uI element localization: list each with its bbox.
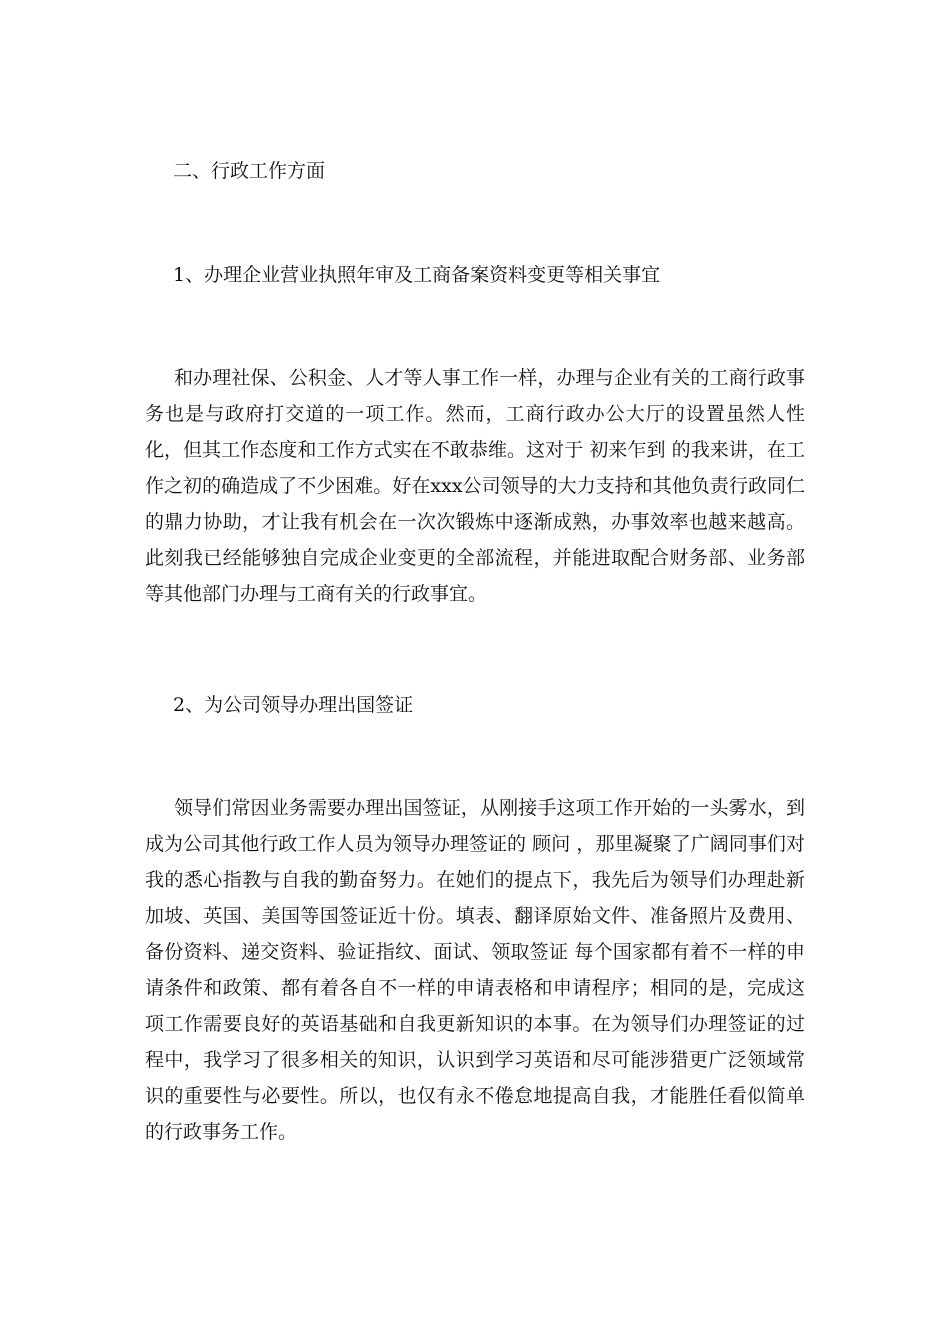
section-heading: 二、行政工作方面 <box>173 160 326 182</box>
item2-paragraph: 领导们常因业务需要办理出国签证，从刚接手这项工作开始的一头雾水，到成为公司其他行政工作人员为领导办理签证的 顾问 ，那里凝聚了广阔同事们对我的悉心指教与自我的勤奋努力。在她们的提点下，我先后为领导们办理赴新加坡、英国、美国等国签证近十份。填表、翻译原始文件、准备照片及费用、备份资料、递交资料、验证指纹、面试、领取签证 每个国家都有着不一样的申请条件和政策、都有着各自不一样的申请表格和申请程序；相同的是，完成这项工作需要良好的英语基础和自我更新知识的本事。在为领导们办理签证的过程中，我学习了很多相关的知识，认识到学习英语和尽可能涉猎更广泛领域常识的重要性与必要性。所以，也仅有永不倦怠地提高自我，才能胜任看似简单的行政事务工作。 <box>145 797 805 1143</box>
item1-heading: 1、办理企业营业执照年审及工商备案资料变更等相关事宜 <box>173 264 661 286</box>
item1-paragraph: 和办理社保、公积金、人才等人事工作一样，办理与企业有关的工商行政事务也是与政府打交道的一项工作。然而，工商行政办公大厅的设置虽然人性化，但其工作态度和工作方式实在不敢恭维。这对于 初来乍到 的我来讲，在工作之初的确造成了不少困难。好在xxx公司领导的大力支持和其他负责行政同仁的鼎力协助，才让我有机会在一次次锻炼中逐渐成熟，办事效率也越来越高。此刻我已经能够独自完成企业变更的全部流程，并能进取配合财务部、业务部等其他部门办理与工商有关的行政事宜。 <box>145 367 805 605</box>
item2-heading: 2、为公司领导办理出国签证 <box>173 694 414 716</box>
